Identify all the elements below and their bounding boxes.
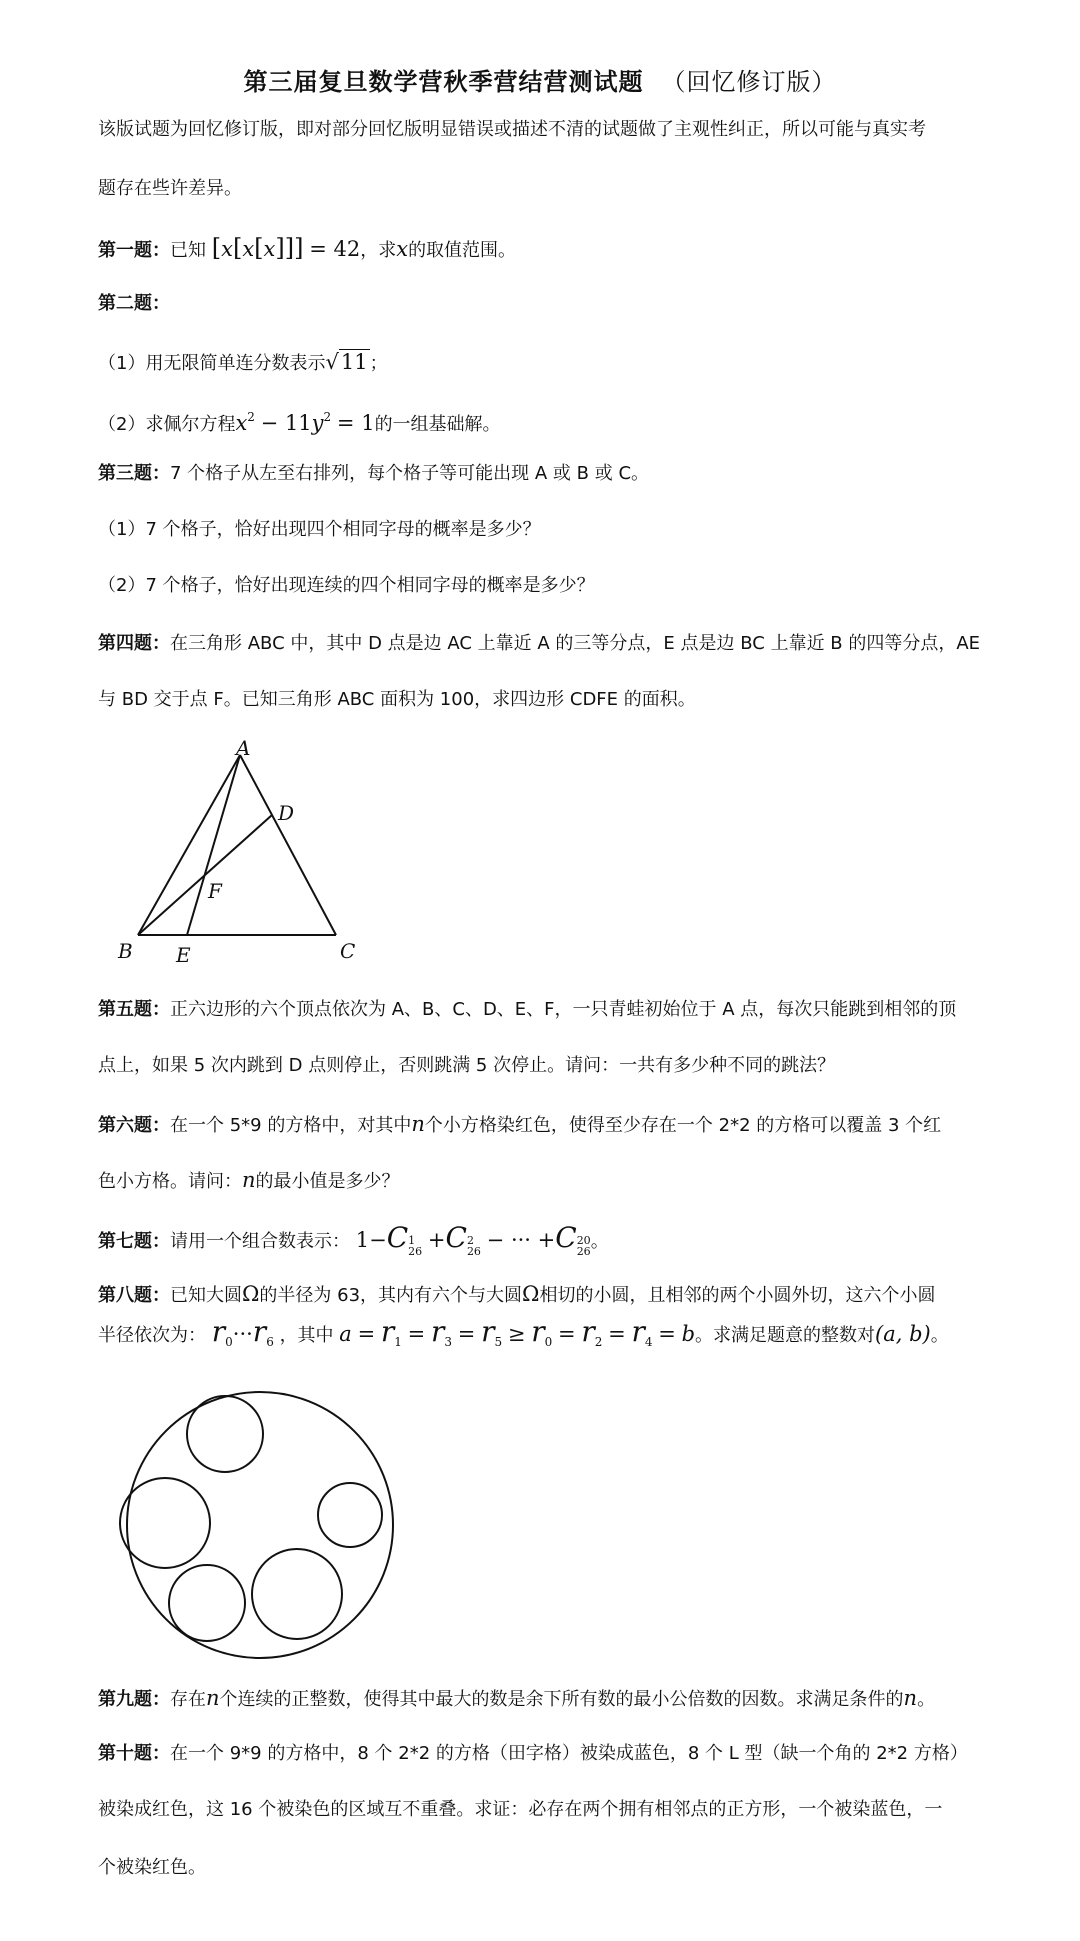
label-e: E bbox=[176, 943, 191, 967]
segment-bd bbox=[138, 815, 272, 935]
question-10-line-1: 第十题：在一个 9*9 的方格中，8 个 2*2 的方格（田字格）被染成蓝色，8 个 L 型（缺一个角的 2*2 方格） bbox=[98, 1743, 968, 1764]
page-title bbox=[0, 62, 1080, 97]
q2-label: 第二题： bbox=[98, 293, 170, 314]
question-5-line-1: 第五题：正六边形的六个顶点依次为 A、B、C、D、E、F，一只青蛙初始位于 A 点，每次只能跳到相邻的顶 bbox=[98, 999, 957, 1020]
question-3-part-2: （2）7 个格子，恰好出现连续的四个相同字母的概率是多少？ bbox=[98, 575, 595, 596]
intro-line-2: 题存在些许差异。 bbox=[98, 178, 242, 199]
segment-ae bbox=[187, 755, 240, 935]
question-2-part-2: （2）求佩尔方程$x^2 - 11y^2 = 1$的一组基础解。 bbox=[98, 410, 501, 435]
triangle-figure bbox=[100, 740, 380, 970]
small-circle-top bbox=[187, 1396, 263, 1472]
label-f: F bbox=[208, 879, 222, 903]
title-main: 第三届复旦数学营秋季营结营测试题 bbox=[243, 68, 644, 96]
question-1: 第一题：已知 [x[x[x]]] = 42，求x的取值范围。 bbox=[98, 234, 517, 262]
question-4-line-1: 第四题：在三角形 ABC 中，其中 D 点是边 AC 上靠近 A 的三等分点，E 点是边 BC 上靠近 B 的四等分点，AE bbox=[98, 633, 981, 654]
small-circle-bottom-right bbox=[252, 1549, 342, 1639]
small-circle-right bbox=[318, 1483, 382, 1547]
q1-floor-expression: [x[x[x]]] bbox=[211, 234, 304, 262]
question-5-line-2: 点上，如果 5 次内跳到 D 点则停止，否则跳满 5 次停止。请问：一共有多少种不同的跳法？ bbox=[98, 1055, 836, 1076]
question-9: 第九题：存在n个连续的正整数，使得其中最大的数是余下所有数的最小公倍数的因数。求满足条件的n。 bbox=[98, 1686, 936, 1710]
intro-line-1: 该版试题为回忆修订版，即对部分回忆版明显错误或描述不清的试题做了主观性纠正，所以可能与真实考 bbox=[98, 119, 926, 140]
label-a: A bbox=[236, 740, 251, 760]
q1-label: 第一题： bbox=[98, 240, 170, 261]
question-8-line-1: 第八题：已知大圆Ω的半径为 63，其内有六个与大圆Ω相切的小圆，且相邻的两个小圆外切，这六个小圆 bbox=[98, 1282, 936, 1306]
question-8-line-2: 半径依次为： $r_0\cdot\cdot\cdot r_6$ ，其中 $a = r_1 = r_3 = r_5 \ge r_0 = r_2 = r_4 = b$。求满足题意的整数对(a, b)。 bbox=[98, 1315, 949, 1349]
question-3: 第三题：7 个格子从左至右排列，每个格子等可能出现 A 或 B 或 C。 bbox=[98, 463, 650, 484]
question-2-part-1: （1）用无限简单连分数表示√11 ； bbox=[98, 350, 388, 374]
question-4-line-2: 与 BD 交于点 F。已知三角形 ABC 面积为 100，求四边形 CDFE 的面积。 bbox=[98, 689, 696, 710]
small-circle-bottom-left bbox=[169, 1565, 245, 1641]
question-10-line-3: 个被染红色。 bbox=[98, 1857, 206, 1878]
question-3-part-1: （1）7 个格子，恰好出现四个相同字母的概率是多少？ bbox=[98, 519, 541, 540]
label-b: B bbox=[118, 939, 133, 963]
question-7: 第七题：请用一个组合数表示： 1−C 1 26 +C 2 26 − ··· +C 20 26 。 bbox=[98, 1221, 609, 1258]
label-d: D bbox=[278, 801, 295, 825]
question-6-line-1: 第六题：在一个 5*9 的方格中，对其中n个小方格染红色，使得至少存在一个 2*2 的方格可以覆盖 3 个红 bbox=[98, 1112, 942, 1136]
side-ab bbox=[138, 755, 240, 935]
label-c: C bbox=[340, 939, 356, 963]
circles-figure bbox=[110, 1375, 410, 1675]
title-sub: （回忆修订版） bbox=[661, 68, 837, 96]
side-ac bbox=[240, 755, 336, 935]
question-6-line-2: 色小方格。请问：n的最小值是多少？ bbox=[98, 1168, 400, 1192]
question-10-line-2: 被染成红色，这 16 个被染色的区域互不重叠。求证：必存在两个拥有相邻点的正方形，一个被染蓝色，一 bbox=[98, 1799, 943, 1820]
small-circle-left bbox=[120, 1478, 210, 1568]
